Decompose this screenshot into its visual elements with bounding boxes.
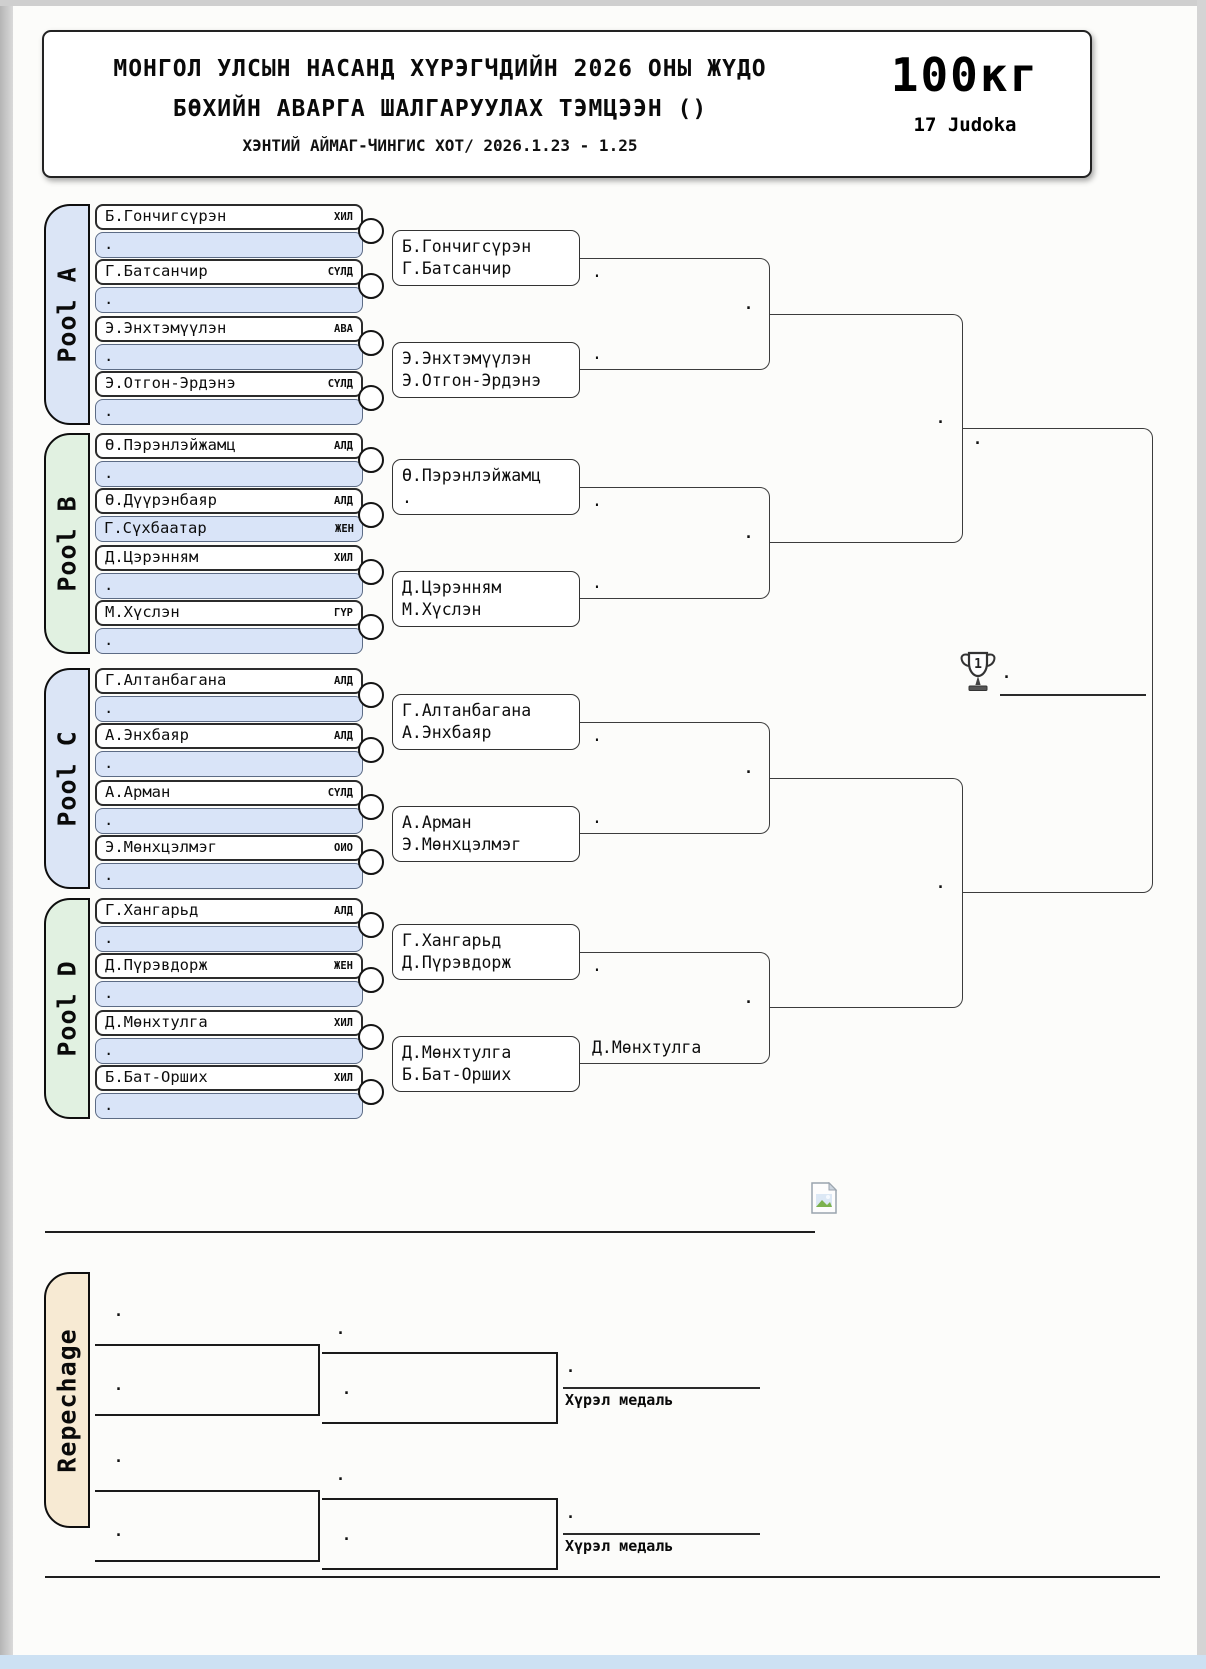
slot-text: . [104,754,114,773]
athlete-name: Ө.Дүүрэнбаяр [105,491,217,510]
judoka-count: 17 Judoka [913,114,1017,136]
round2-name: Г.Хангарьд [402,930,502,950]
round2-name: Г.Батсанчир [402,258,512,278]
athlete-box [95,953,363,979]
title-line1: МОНГОЛ УЛСЫН НАСАНД ХҮРЭГЧДИЙН 2026 ОНЫ ЖҮДО [113,56,767,82]
repechage-round1-bracket [95,1344,320,1416]
slot-text: . [104,1041,114,1060]
pool-final-slot-bottom: . [592,344,602,363]
round2-box [392,571,580,627]
repechage-winner-slot: . [566,1358,576,1376]
round2-name: Б.Бат-Орших [402,1064,512,1084]
separator-top [45,1231,815,1233]
athlete-name: Б.Бат-Орших [105,1068,208,1087]
athlete-name: Г.Хангарьд [105,901,199,920]
round2-name: Г.Алтанбагана [402,700,532,720]
pool-final-winner-slot: . [744,989,754,1007]
match-connector-circle [358,614,384,640]
athlete-name: А.Арман [105,783,171,802]
athlete-box [95,1065,363,1091]
athlete-box [95,433,363,459]
club-code: АВА [334,322,353,335]
slot-text: . [104,631,114,650]
slot-text: . [104,866,114,885]
result-slot [95,696,363,722]
pool-final-slot-bottom: . [592,573,602,592]
athlete-name: Д.Цэрэнням [105,548,199,567]
match-connector-circle [358,794,384,820]
result-slot [95,344,363,370]
result-slot [95,287,363,313]
round2-box [392,694,580,750]
round2-box [392,459,580,515]
club-code: СҮЛД [327,377,353,390]
result-slot [95,399,363,425]
champion-line [1000,694,1146,696]
semifinal-cd-winner-slot: . [936,874,946,892]
athlete-box [95,371,363,397]
club-code: ЖЕН [334,959,353,972]
club-code: ГҮР [334,606,353,619]
result-slot [95,808,363,834]
pool-final-slot-bottom: Д.Мөнхтулга [592,1038,702,1057]
match-connector-circle [358,682,384,708]
repechage-winner-slot: . [566,1504,576,1522]
athlete-box [95,898,363,924]
athlete-box [95,600,363,626]
athlete-name: Б.Гончигсүрэн [105,207,227,226]
round2-name: Б.Гончигсүрэн [402,236,532,256]
result-slot [95,628,363,654]
match-connector-circle [358,849,384,875]
athlete-name: Г.Алтанбагана [105,671,227,690]
athlete-box [95,488,363,514]
repechage-round2-bracket [322,1498,558,1570]
pool-d-tab [44,898,90,1119]
round2-name: Э.Энхтэмүүлэн [402,348,532,368]
slot-text: . [104,290,114,309]
round2-name: Э.Отгон-Эрдэнэ [402,370,542,390]
match-connector-circle [358,273,384,299]
slot-text: . [104,984,114,1003]
bronze-line [563,1533,760,1535]
round2-box [392,924,580,980]
match-connector-circle [358,385,384,411]
round2-name: Э.Мөнхцэлмэг [402,834,522,854]
semifinal-cd-bracket [770,778,963,1008]
result-slot [95,461,363,487]
result-slot [95,573,363,599]
athlete-name: Г.Сүхбаатар [104,519,207,538]
round2-name: Д.Мөнхтулга [402,1042,512,1062]
repechage-slot: . [342,1380,352,1398]
broken-image-icon [810,1182,838,1214]
club-code: АЛД [334,494,353,507]
result-slot [95,751,363,777]
round2-box [392,1036,580,1092]
repechage-slot: . [114,1448,124,1466]
round2-name: А.Энхбаяр [402,722,492,742]
round2-name: Д.Цэрэнням [402,577,502,597]
match-connector-circle [358,912,384,938]
repechage-slot: . [336,1466,346,1484]
svg-text:1: 1 [974,657,982,672]
slot-text: . [104,699,114,718]
match-connector-circle [358,1079,384,1105]
athlete-box [95,204,363,230]
club-code: ОИО [334,841,353,854]
round2-name: Ө.Пэрэнлэйжамц [402,465,542,485]
match-connector-circle [358,559,384,585]
athlete-box [95,668,363,694]
result-slot [95,1093,363,1119]
athlete-name: Ө.Пэрэнлэйжамц [105,436,236,455]
round2-box [392,230,580,286]
round2-name: Д.Пүрэвдорж [402,952,512,972]
athlete-box [95,316,363,342]
pool-final-winner-slot: . [744,295,754,313]
club-code: АЛД [334,729,353,742]
bronze-medal-label: Хүрэл медаль [565,1391,674,1409]
pool-final-slot-bottom: . [592,808,602,827]
slot-text: . [104,235,114,254]
match-connector-circle [358,967,384,993]
pool-final-slot-top: . [592,726,602,745]
match-connector-circle [358,502,384,528]
athlete-box [95,1010,363,1036]
match-connector-circle [358,1024,384,1050]
athlete-box [95,723,363,749]
athlete-name: Д.Мөнхтулга [105,1013,208,1032]
athlete-box [95,545,363,571]
match-connector-circle [358,447,384,473]
subtitle: ХЭНТИЙ АЙМАГ-ЧИНГИС ХОТ/ 2026.1.23 - 1.25 [242,136,638,155]
result-slot [95,1038,363,1064]
pool-final-slot-top: . [592,262,602,281]
repechage-tab [44,1272,90,1528]
club-code: ХИЛ [334,1071,353,1084]
slot-text: . [104,347,114,366]
final-slot-top: . [973,430,983,448]
athlete-name: Г.Батсанчир [105,262,208,281]
pool-final-winner-slot: . [744,759,754,777]
round2-name: А.Арман [402,812,472,832]
slot-text: . [104,929,114,948]
round2-name: М.Хүслэн [402,599,482,619]
club-code: СҮЛД [327,786,353,799]
trophy-1-icon [958,650,998,694]
match-connector-circle [358,737,384,763]
club-code: ХИЛ [334,1016,353,1029]
pool-c-tab [44,668,90,889]
pool-final-slot-top: . [592,491,602,510]
repechage-label: Repechage [52,1327,82,1473]
pool-a-label: Pool A [52,266,82,363]
club-code: СҮЛД [327,265,353,278]
page-edge-top [0,0,1206,6]
athlete-name: Э.Отгон-Эрдэнэ [105,374,236,393]
athlete-name: Д.Пүрэвдорж [105,956,208,975]
athlete-box [95,780,363,806]
club-code: АЛД [334,439,353,452]
athlete-name: М.Хүслэн [105,603,180,622]
athlete-name: Э.Энхтэмүүлэн [105,319,227,338]
athlete-box [95,259,363,285]
slot-text: . [104,402,114,421]
separator-bottom [45,1576,1160,1578]
slot-text: . [104,1096,114,1115]
pool-b-tab [44,433,90,654]
title-line2: БӨХИЙН АВАРГА ШАЛГАРУУЛАХ ТЭМЦЭЭН () [172,96,708,122]
match-connector-circle [358,218,384,244]
athlete-box-bye [95,516,363,542]
semifinal-ab-winner-slot: . [936,409,946,427]
page-edge-bottom [0,1655,1206,1669]
repechage-round1-bracket [95,1490,320,1562]
champion-slot: . [1002,664,1012,682]
result-slot [95,863,363,889]
slot-text: . [104,464,114,483]
club-code: ЖЕН [335,522,354,535]
round2-name: . [402,487,412,507]
bronze-medal-label: Хүрэл медаль [565,1537,674,1555]
match-connector-circle [358,330,384,356]
semifinal-ab-bracket [770,314,963,543]
athlete-name: Э.Мөнхцэлмэг [105,838,217,857]
repechage-round2-bracket [322,1352,558,1424]
athlete-box [95,835,363,861]
page-edge-right [1197,0,1206,1669]
repechage-slot: . [342,1526,352,1544]
pool-b-label: Pool B [52,495,82,592]
repechage-slot: . [336,1320,346,1338]
pool-final-slot-top: . [592,956,602,975]
result-slot [95,926,363,952]
slot-text: . [104,811,114,830]
slot-text: . [104,576,114,595]
club-code: ХИЛ [334,210,353,223]
repechage-slot: . [114,1522,124,1540]
result-slot [95,981,363,1007]
club-code: ХИЛ [334,551,353,564]
club-code: АЛД [334,904,353,917]
repechage-slot: . [114,1376,124,1394]
round2-box [392,342,580,398]
round2-box [392,806,580,862]
result-slot [95,232,363,258]
pool-a-tab [44,204,90,425]
pool-final-winner-slot: . [744,524,754,542]
page-edge-left [0,0,13,1669]
athlete-name: А.Энхбаяр [105,726,189,745]
repechage-slot: . [114,1302,124,1320]
bronze-line [563,1387,760,1389]
pool-d-label: Pool D [52,960,82,1057]
club-code: АЛД [334,674,353,687]
weight-class: 100кг [890,48,1040,102]
pool-c-label: Pool C [52,730,82,827]
